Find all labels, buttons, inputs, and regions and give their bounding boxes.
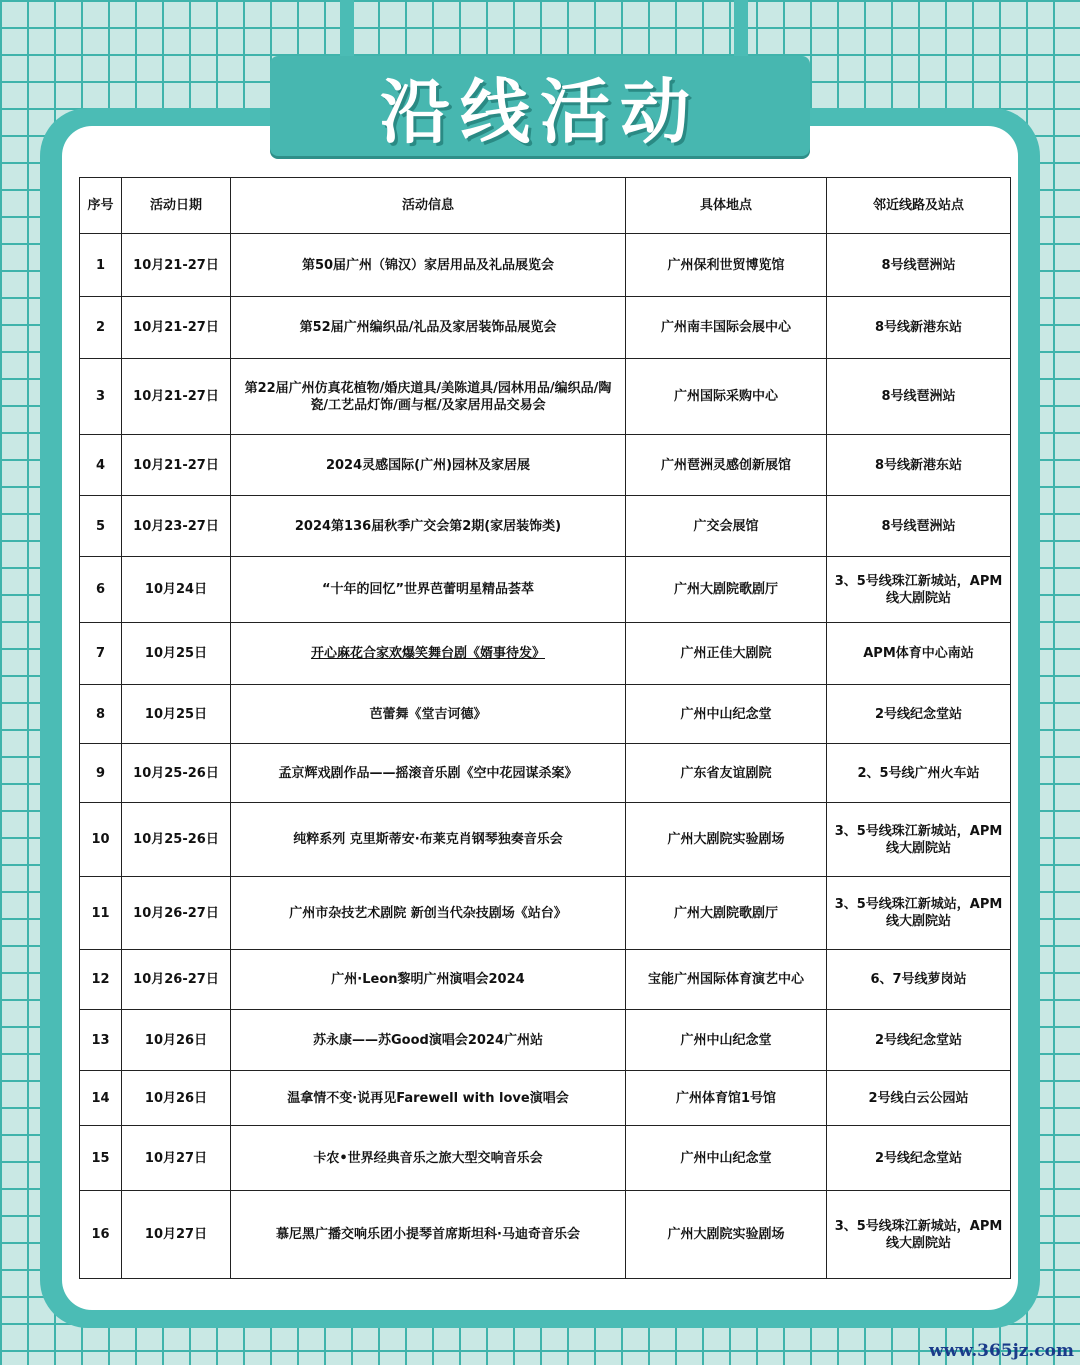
- title-banner: [270, 56, 810, 156]
- table-row: [80, 685, 1011, 744]
- cell-venue: 广交会展馆: [626, 496, 827, 557]
- cell-date: 10月27日: [122, 1191, 231, 1279]
- cell-venue: 广州中山纪念堂: [626, 1010, 827, 1071]
- cell-no: 12: [80, 950, 122, 1010]
- cell-station: 3、5号线珠江新城站，APM线大剧院站: [827, 1191, 1011, 1279]
- header-info: 活动信息: [231, 178, 626, 234]
- cell-station: 3、5号线珠江新城站，APM线大剧院站: [827, 557, 1011, 623]
- cell-info: 广州市杂技艺术剧院 新创当代杂技剧场《站台》: [231, 877, 626, 950]
- banner-post-right: [734, 0, 748, 62]
- table-row: [80, 1126, 1011, 1191]
- cell-info: 第50届广州（锦汉）家居用品及礼品展览会: [231, 234, 626, 297]
- cell-info: 温拿情不变·说再见Farewell with love演唱会: [231, 1071, 626, 1126]
- cell-info: 苏永康——苏Good演唱会2024广州站: [231, 1010, 626, 1071]
- cell-info: 第52届广州编织品/礼品及家居装饰品展览会: [231, 297, 626, 359]
- table-row: [80, 234, 1011, 297]
- cell-info: 慕尼黑广播交响乐团小提琴首席斯坦科·马迪奇音乐会: [231, 1191, 626, 1279]
- cell-venue: 广州国际采购中心: [626, 359, 827, 435]
- cell-date: 10月21-27日: [122, 359, 231, 435]
- table-row: [80, 623, 1011, 685]
- cell-station: 3、5号线珠江新城站，APM线大剧院站: [827, 803, 1011, 877]
- cell-no: 5: [80, 496, 122, 557]
- banner-post-left: [340, 0, 354, 62]
- cell-date: 10月21-27日: [122, 297, 231, 359]
- table-row: [80, 359, 1011, 435]
- events-table: [79, 177, 1011, 1279]
- cell-station: 8号线新港东站: [827, 297, 1011, 359]
- cell-venue: 广州保利世贸博览馆: [626, 234, 827, 297]
- cell-no: 9: [80, 744, 122, 803]
- cell-no: 4: [80, 435, 122, 496]
- cell-date: 10月27日: [122, 1126, 231, 1191]
- cell-station: 2号线白云公园站: [827, 1071, 1011, 1126]
- cell-info: 2024第136届秋季广交会第2期(家居装饰类): [231, 496, 626, 557]
- page-title: 沿线活动: [380, 70, 700, 153]
- cell-venue: 广州南丰国际会展中心: [626, 297, 827, 359]
- cell-date: 10月24日: [122, 557, 231, 623]
- cell-station: 2、5号线广州火车站: [827, 744, 1011, 803]
- cell-no: 7: [80, 623, 122, 685]
- cell-info: 纯粹系列 克里斯蒂安·布莱克肖钢琴独奏音乐会: [231, 803, 626, 877]
- header-no: 序号: [80, 178, 122, 234]
- cell-venue: 广州大剧院歌剧厅: [626, 557, 827, 623]
- cell-no: 13: [80, 1010, 122, 1071]
- cell-station: APM体育中心南站: [827, 623, 1011, 685]
- table-row: [80, 1191, 1011, 1279]
- cell-date: 10月25日: [122, 623, 231, 685]
- cell-station: 8号线琶洲站: [827, 234, 1011, 297]
- table-row: [80, 1010, 1011, 1071]
- watermark: www.365jz.com: [929, 1341, 1074, 1361]
- table-row: [80, 496, 1011, 557]
- cell-no: 11: [80, 877, 122, 950]
- cell-no: 8: [80, 685, 122, 744]
- cell-venue: 广州大剧院实验剧场: [626, 1191, 827, 1279]
- table-row: [80, 557, 1011, 623]
- header-station: 邻近线路及站点: [827, 178, 1011, 234]
- cell-station: 2号线纪念堂站: [827, 685, 1011, 744]
- table-row: [80, 744, 1011, 803]
- cell-venue: 广州中山纪念堂: [626, 685, 827, 744]
- cell-info: “十年的回忆”世界芭蕾明星精品荟萃: [231, 557, 626, 623]
- cell-date: 10月26日: [122, 1010, 231, 1071]
- cell-venue: 广州大剧院实验剧场: [626, 803, 827, 877]
- cell-venue: 广州大剧院歌剧厅: [626, 877, 827, 950]
- cell-info: 开心麻花合家欢爆笑舞台剧《婿事待发》: [231, 623, 626, 685]
- cell-station: 6、7号线萝岗站: [827, 950, 1011, 1010]
- table-row: [80, 297, 1011, 359]
- cell-date: 10月26-27日: [122, 950, 231, 1010]
- cell-venue: 广东省友谊剧院: [626, 744, 827, 803]
- header-venue: 具体地点: [626, 178, 827, 234]
- cell-info: 卡农•世界经典音乐之旅大型交响音乐会: [231, 1126, 626, 1191]
- cell-venue: 宝能广州国际体育演艺中心: [626, 950, 827, 1010]
- table-row: [80, 435, 1011, 496]
- cell-no: 1: [80, 234, 122, 297]
- cell-info: 第22届广州仿真花植物/婚庆道具/美陈道具/园林用品/编织品/陶瓷/工艺品灯饰/画与框/及家居用品交易会: [231, 359, 626, 435]
- cell-station: 2号线纪念堂站: [827, 1126, 1011, 1191]
- table-row: [80, 877, 1011, 950]
- table-row: [80, 950, 1011, 1010]
- cell-date: 10月26日: [122, 1071, 231, 1126]
- cell-station: 2号线纪念堂站: [827, 1010, 1011, 1071]
- cell-no: 2: [80, 297, 122, 359]
- cell-no: 14: [80, 1071, 122, 1126]
- cell-date: 10月23-27日: [122, 496, 231, 557]
- cell-date: 10月21-27日: [122, 234, 231, 297]
- cell-date: 10月26-27日: [122, 877, 231, 950]
- cell-no: 3: [80, 359, 122, 435]
- cell-venue: 广州琶洲灵感创新展馆: [626, 435, 827, 496]
- cell-info: 广州·Leon黎明广州演唱会2024: [231, 950, 626, 1010]
- cell-no: 10: [80, 803, 122, 877]
- header-date: 活动日期: [122, 178, 231, 234]
- cell-no: 15: [80, 1126, 122, 1191]
- cell-venue: 广州正佳大剧院: [626, 623, 827, 685]
- cell-venue: 广州中山纪念堂: [626, 1126, 827, 1191]
- cell-info: 芭蕾舞《堂吉诃德》: [231, 685, 626, 744]
- table-row: [80, 1071, 1011, 1126]
- cell-station: 8号线新港东站: [827, 435, 1011, 496]
- cell-date: 10月25日: [122, 685, 231, 744]
- header-row: [80, 178, 1011, 234]
- cell-no: 16: [80, 1191, 122, 1279]
- cell-venue: 广州体育馆1号馆: [626, 1071, 827, 1126]
- cell-date: 10月25-26日: [122, 803, 231, 877]
- cell-no: 6: [80, 557, 122, 623]
- cell-station: 8号线琶洲站: [827, 496, 1011, 557]
- table-row: [80, 803, 1011, 877]
- cell-station: 8号线琶洲站: [827, 359, 1011, 435]
- cell-date: 10月25-26日: [122, 744, 231, 803]
- cell-date: 10月21-27日: [122, 435, 231, 496]
- cell-info: 孟京辉戏剧作品——摇滚音乐剧《空中花园谋杀案》: [231, 744, 626, 803]
- cell-station: 3、5号线珠江新城站，APM线大剧院站: [827, 877, 1011, 950]
- cell-info: 2024灵感国际(广州)园林及家居展: [231, 435, 626, 496]
